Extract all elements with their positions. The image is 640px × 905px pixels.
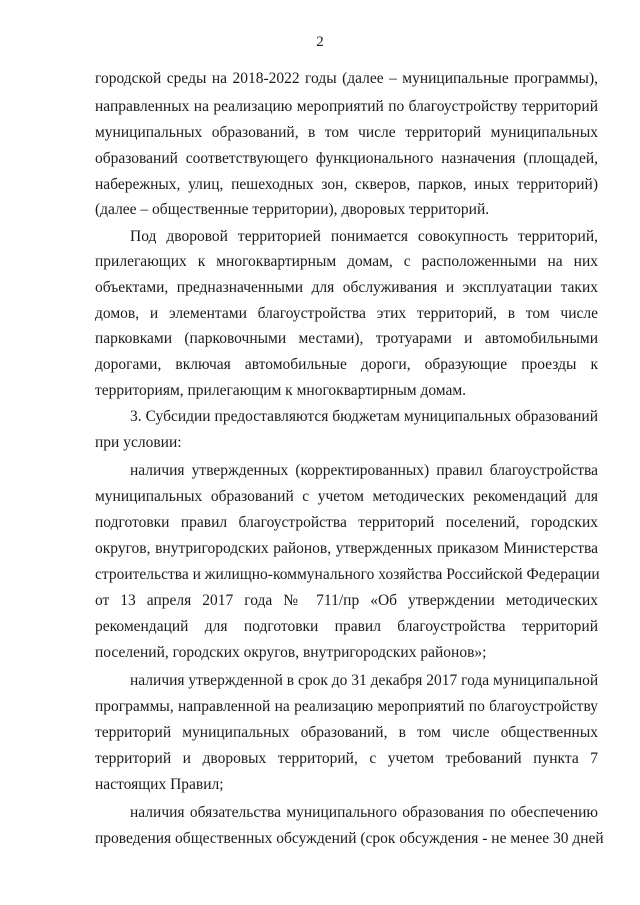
text-line: образований соответствующего функционального назначения (площадей,	[95, 150, 598, 167]
text-line: программы, направленной на реализацию мероприятий по благоустройству	[95, 698, 598, 715]
text-line: парковками (парковочными местами), тротуарами и автомобильными	[95, 330, 598, 347]
text-line: округов, внутригородских районов, утвержденных приказом Министерства	[95, 540, 598, 557]
text-line: (далее – общественные территории), дворовых территорий.	[95, 201, 490, 218]
text-line: прилегающих к многоквартирным домам, с расположенными на них	[95, 253, 598, 270]
text-line: 3. Субсидии предоставляются бюджетам муниципальных образований	[130, 408, 598, 425]
text-line: проведения общественных обсуждений (срок обсуждения - не менее 30 дней	[95, 830, 604, 847]
text-line: муниципальных образований, в том числе территорий муниципальных	[95, 124, 598, 141]
text-line: дорогами, включая автомобильные дороги, образующие проезды к	[95, 356, 598, 373]
text-line: территориям, прилегающим к многоквартирным домам.	[95, 382, 467, 399]
text-line: настоящих Правил;	[95, 776, 224, 793]
text-line: территорий и дворовых территорий, с учетом требований пункта 7	[95, 750, 598, 767]
text-line: домов, и элементами благоустройства этих территорий, в том числе	[95, 305, 598, 322]
text-line: подготовки правил благоустройства территорий поселений, городских	[95, 514, 598, 531]
text-line: территорий муниципальных образований, в том числе общественных	[95, 724, 598, 741]
text-line: направленных на реализацию мероприятий по благоустройству территорий	[95, 98, 598, 115]
text-line: при условии:	[95, 434, 182, 451]
text-line: поселений, городских округов, внутригородских районов»;	[95, 644, 487, 661]
text-line: городской среды на 2018-2022 годы (далее – муниципальные программы),	[95, 70, 598, 87]
text-line: набережных, улиц, пешеходных зон, скверов, парков, иных территорий)	[95, 176, 598, 193]
text-line: наличия обязательства муниципального образования по обеспечению	[130, 804, 598, 821]
text-line: рекомендаций для подготовки правил благоустройства территорий	[95, 618, 598, 635]
text-line: строительства и жилищно-коммунального хозяйства Российской Федерации	[95, 566, 600, 583]
text-line: наличия утвержденных (корректированных) правил благоустройства	[130, 462, 598, 479]
text-line: Под дворовой территорией понимается совокупность территорий,	[130, 228, 598, 245]
text-line: муниципальных образований с учетом методических рекомендаций для	[95, 488, 598, 505]
text-line: от 13 апреля 2017 года № 711/пр «Об утверждении методических	[95, 592, 598, 609]
text-line: объектами, предназначенными для обслуживания и эксплуатации таких	[95, 279, 598, 296]
page-number: 2	[316, 34, 324, 50]
text-line: наличия утвержденной в срок до 31 декабря 2017 года муниципальной	[130, 672, 599, 689]
